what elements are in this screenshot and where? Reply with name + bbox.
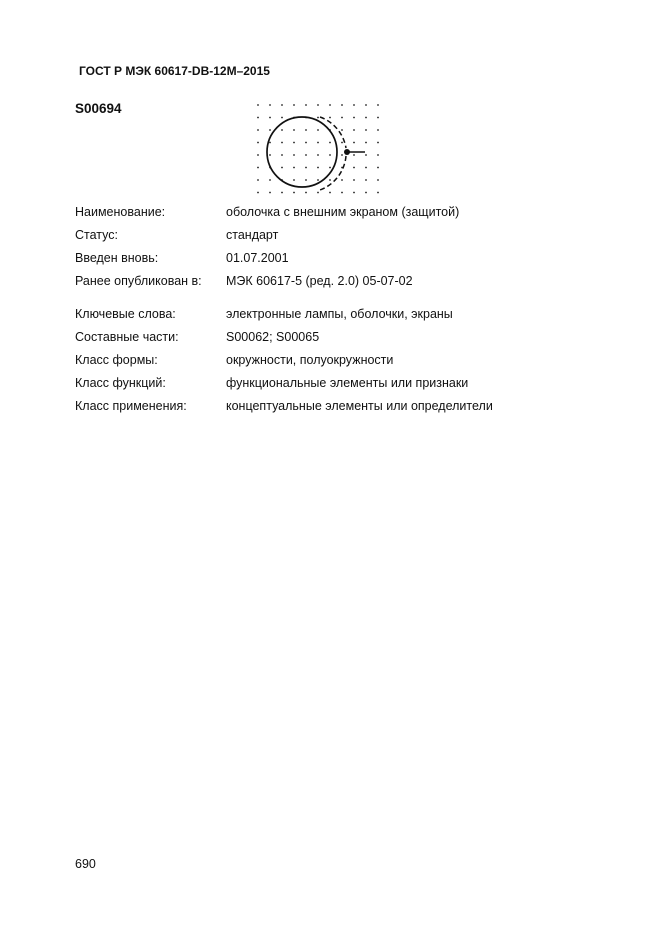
property-value: МЭК 60617-5 (ред. 2.0) 05-07-02 — [226, 274, 413, 288]
property-value: S00062; S00065 — [226, 330, 320, 344]
property-value: концептуальные элементы или определители — [226, 399, 493, 413]
property-label: Введен вновь: — [75, 251, 159, 265]
grid-dots — [257, 104, 379, 193]
property-label: Ранее опубликован в: — [75, 274, 202, 288]
property-value: 01.07.2001 — [226, 251, 289, 265]
enclosure-circle — [267, 117, 337, 187]
symbol-id: S00694 — [75, 101, 122, 116]
property-label: Статус: — [75, 228, 118, 242]
symbol-graphic — [252, 100, 384, 196]
property-label: Класс формы: — [75, 353, 158, 367]
property-label: Класс функций: — [75, 376, 166, 390]
screen-dashed-arc-lower — [320, 156, 346, 190]
property-label: Составные части: — [75, 330, 179, 344]
property-value: оболочка с внешним экраном (защитой) — [226, 205, 460, 219]
property-value: окружности, полуокружности — [226, 353, 394, 367]
property-label: Ключевые слова: — [75, 307, 176, 321]
property-value: электронные лампы, оболочки, экраны — [226, 307, 453, 321]
page-number: 690 — [75, 857, 96, 871]
property-label: Класс применения: — [75, 399, 187, 413]
document-header: ГОСТ Р МЭК 60617-DB-12M–2015 — [79, 64, 270, 78]
property-value: стандарт — [226, 228, 279, 242]
property-value: функциональные элементы или признаки — [226, 376, 469, 390]
property-label: Наименование: — [75, 205, 166, 219]
